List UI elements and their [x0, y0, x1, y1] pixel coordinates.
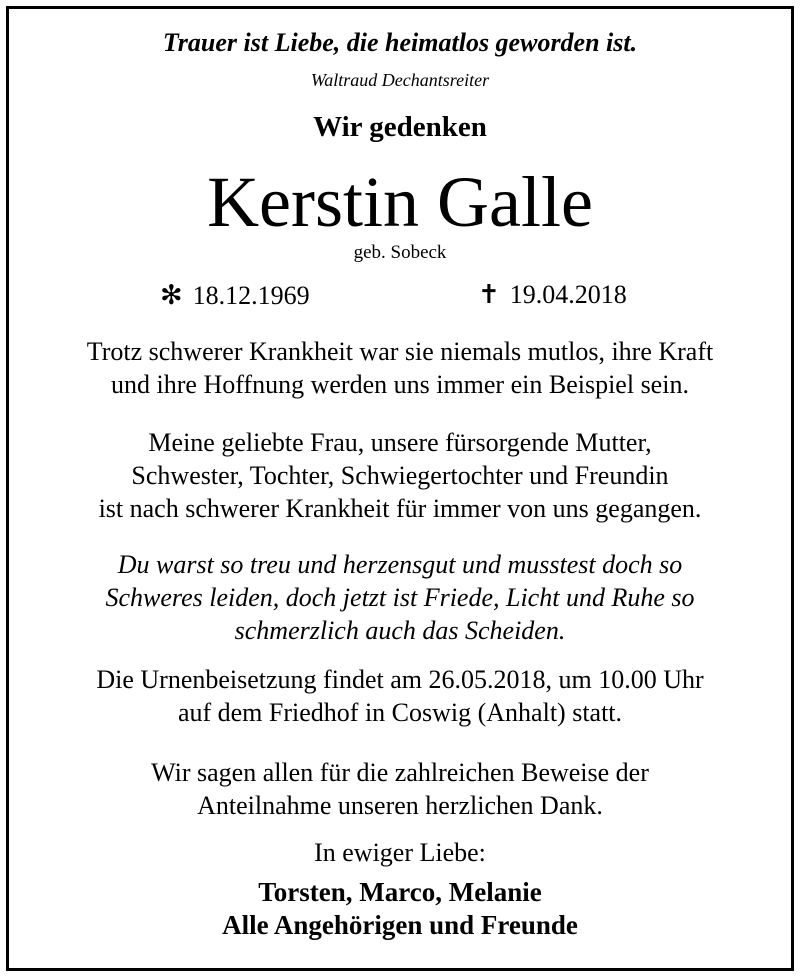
- birth-name: geb. Sobeck: [353, 242, 447, 263]
- paragraph-burial-info: [0, 663, 800, 729]
- paragraph-line: Meine geliebte Frau, unsere fürsorgende Mutter,: [148, 428, 652, 457]
- paragraph-line: Du warst so treu und herzensgut und musstest doch so: [117, 550, 683, 579]
- signer-line: Alle Angehörigen und Freunde: [222, 910, 578, 940]
- signers: [0, 876, 800, 942]
- birth-star-icon: ✻: [160, 280, 183, 311]
- signer-line: Torsten, Marco, Melanie: [258, 877, 542, 907]
- paragraph-poem: [0, 548, 800, 647]
- birth-date: 18.12.1969: [192, 281, 310, 310]
- heading: Wir gedenken: [313, 111, 487, 143]
- closing-phrase: In ewiger Liebe:: [314, 838, 486, 867]
- paragraph-line: Schwester, Tochter, Schwiegertochter und Freundin: [131, 461, 669, 490]
- deceased-name: Kerstin Galle: [207, 162, 593, 242]
- paragraph-line: ist nach schwerer Krankheit für immer von uns gegangen.: [98, 494, 702, 523]
- paragraph-line: und ihre Hoffnung werden uns immer ein Beispiel sein.: [111, 370, 689, 399]
- death-date-group: [478, 282, 627, 308]
- motto-author: Waltraud Dechantsreiter: [310, 70, 490, 90]
- paragraph-line: Die Urnenbeisetzung findet am 26.05.2018, um 10.00 Uhr: [96, 665, 704, 694]
- death-date: 19.04.2018: [509, 280, 627, 309]
- paragraph-announcement: [0, 426, 800, 525]
- paragraph-line: auf dem Friedhof in Coswig (Anhalt) statt.: [177, 698, 623, 727]
- life-dates: [0, 280, 800, 316]
- death-cross-icon: ✝: [478, 280, 500, 310]
- birth-date-group: [160, 282, 310, 309]
- paragraph-thanks: [0, 756, 800, 822]
- paragraph-tribute: [0, 335, 800, 401]
- paragraph-line: Schweres leiden, doch jetzt ist Friede, Licht und Ruhe so: [105, 583, 695, 612]
- paragraph-line: Trotz schwerer Krankheit war sie niemals mutlos, ihre Kraft: [86, 337, 714, 366]
- motto-quote: Trauer ist Liebe, die heimatlos geworden ist.: [162, 28, 638, 57]
- paragraph-line: schmerzlich auch das Scheiden.: [234, 616, 566, 645]
- paragraph-line: Anteilnahme unseren herzlichen Dank.: [197, 791, 603, 820]
- paragraph-line: Wir sagen allen für die zahlreichen Beweise der: [151, 758, 649, 787]
